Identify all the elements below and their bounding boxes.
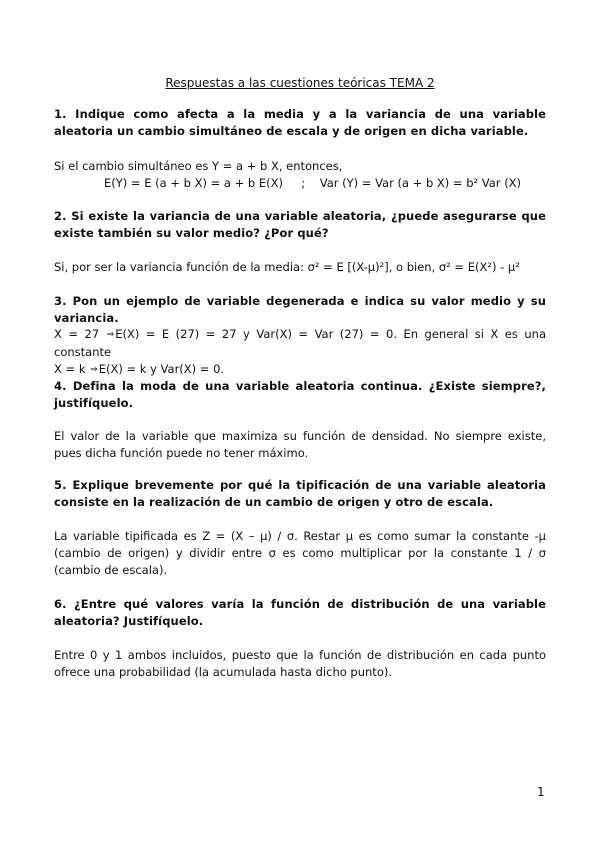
answer-6: Entre 0 y 1 ambos incluidos, puesto que la función de distribución en cada punto ofrece una probabilidad (la acumulada hasta dicho punto).	[54, 648, 546, 679]
question-4: 4. Defina la moda de una variable aleatoria continua. ¿Existe siempre?, justifíquelo.	[54, 379, 546, 410]
answer-3-line-1: X = 27 ⇒E(X) = E (27) = 27 y Var(X) = Var (27) = 0. En general si X es una constante	[54, 327, 546, 359]
question-2: 2. Si existe la variancia de una variable aleatoria, ¿puede asegurarse que existe también su valor medio? ¿Por qué?	[54, 209, 546, 240]
answer-3	[54, 326, 546, 379]
answer-2: Si, por ser la variancia función de la media: σ² = E [(X-μ)²], o bien, σ² = E(X²) - μ²	[54, 260, 520, 274]
answer-1-intro: Si el cambio simultáneo es Y = a + b X, entonces,	[54, 159, 343, 173]
answer-1-formula: E(Y) = E (a + b X) = a + b E(X) ; Var (Y) = Var (a + b X) = b² Var (X)	[104, 176, 522, 190]
answer-5: La variable tipificada es Z = (X – μ) / σ. Restar μ es como sumar la constante -μ (cambio de origen) y dividir entre σ es como multiplicar por la constante 1 / σ (cambio de escala).	[54, 529, 546, 577]
page-title: Respuestas a las cuestiones teóricas TEMA 2	[165, 76, 435, 90]
question-1: 1. Indique como afecta a la media y a la variancia de una variable aleatoria un cambio simultáneo de escala y de origen en dicha variable.	[54, 107, 546, 138]
implies-arrow-icon: ⇒	[106, 330, 115, 340]
answer-4: El valor de la variable que maximiza su función de densidad. No siempre existe, pues dicha función puede no tener máximo.	[54, 429, 546, 460]
implies-arrow-icon: ⇒	[90, 365, 98, 375]
question-6: 6. ¿Entre qué valores varía la función de distribución de una variable aleatoria? Justifíquelo.	[54, 597, 546, 628]
question-3: 3. Pon un ejemplo de variable degenerada e indica su valor medio y su variancia.	[54, 294, 546, 325]
question-5: 5. Explique brevemente por qué la tipificación de una variable aleatoria consiste en la realización de un cambio de origen y otro de escala.	[54, 478, 546, 509]
answer-3-line-2: X = k ⇒E(X) = k y Var(X) = 0.	[54, 361, 546, 379]
page-number: 1	[537, 785, 545, 799]
